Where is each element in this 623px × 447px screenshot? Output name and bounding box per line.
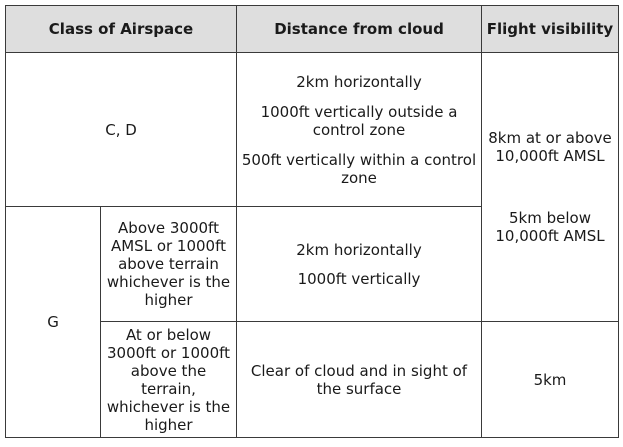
cd-distance-vertical-within: 500ft vertically within a control zone bbox=[241, 150, 477, 187]
header-flight-visibility: Flight visibility bbox=[482, 6, 619, 53]
g-upper-distance-vertical: 1000ft vertically bbox=[297, 269, 421, 288]
g-lower-distance-cell: Clear of cloud and in sight of the surface bbox=[237, 322, 482, 438]
visibility-below-text: 5km below 10,000ft AMSL bbox=[495, 209, 605, 245]
class-cd-cell: C, D bbox=[6, 53, 237, 207]
g-upper-distance-horizontal: 2km horizontally bbox=[296, 240, 422, 259]
header-distance-from-cloud: Distance from cloud bbox=[237, 6, 482, 53]
g-lower-visibility-cell: 5km bbox=[482, 322, 619, 438]
class-g-cell: G bbox=[6, 207, 101, 438]
g-upper-distance-cell bbox=[237, 207, 482, 322]
cd-distance-vertical-outside: 1000ft vertically outside a control zone bbox=[260, 102, 458, 139]
header-class-of-airspace: Class of Airspace bbox=[6, 6, 237, 53]
cd-distance-horizontal: 2km horizontally bbox=[296, 72, 422, 91]
g-lower-condition-cell: At or below 3000ft or 1000ft above the terrain, whichever is the higher bbox=[101, 322, 237, 438]
header-row bbox=[6, 6, 619, 53]
table-row-class-cd bbox=[6, 53, 619, 207]
airspace-visibility-table bbox=[5, 5, 619, 438]
class-cd-distance-cell bbox=[237, 53, 482, 207]
g-upper-condition-cell: Above 3000ft AMSL or 1000ft above terrain whichever is the higher bbox=[101, 207, 237, 322]
visibility-shared-cell bbox=[482, 53, 619, 322]
visibility-above-text: 8km at or above 10,000ft AMSL bbox=[488, 129, 612, 165]
